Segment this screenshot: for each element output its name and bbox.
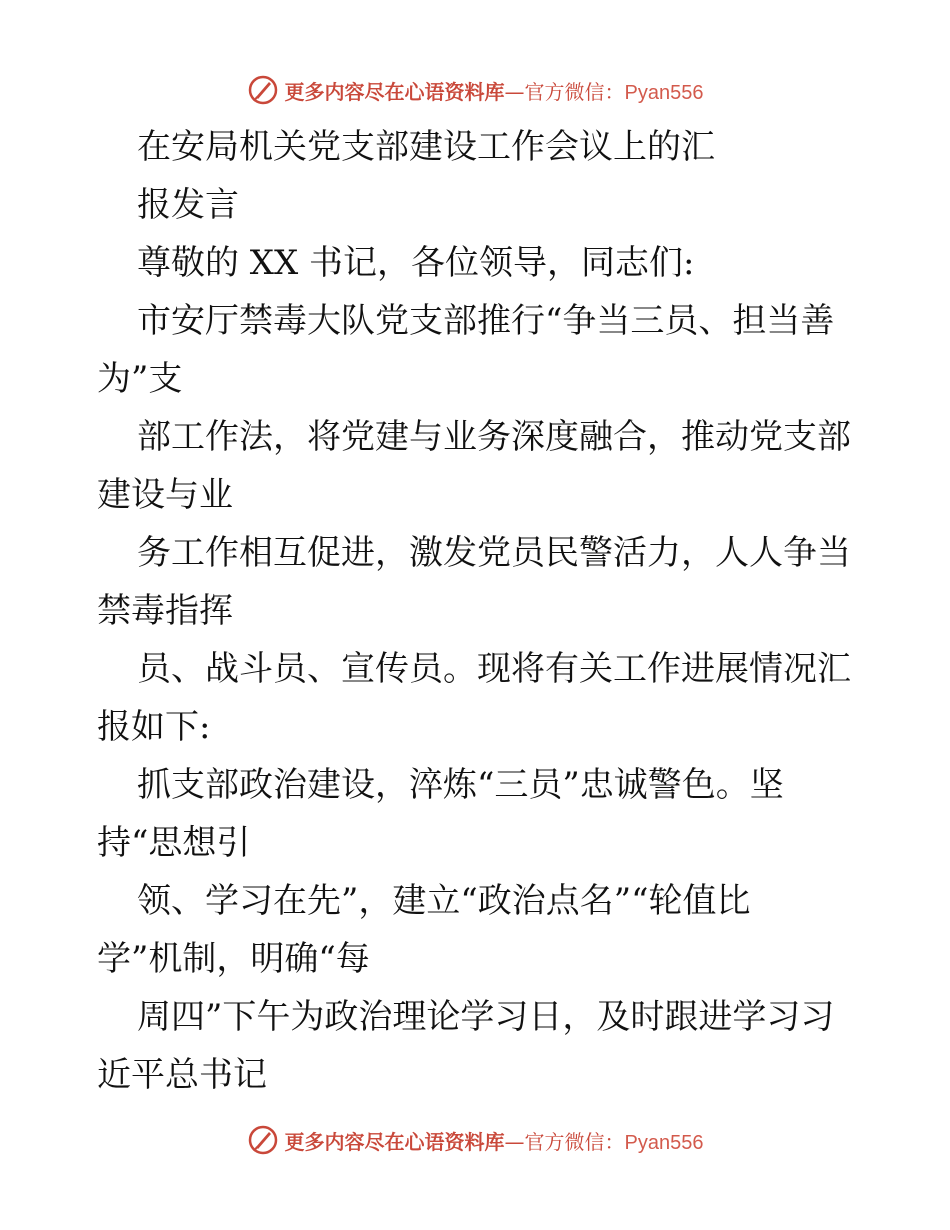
paragraph-line: 为”支: [97, 359, 183, 399]
quill-logo-icon: [247, 1124, 279, 1156]
title-line: 在安局机关党支部建设工作会议上的汇: [137, 127, 715, 167]
document-body: [97, 118, 897, 1104]
paragraph-line: 报如下:: [97, 707, 211, 747]
quill-logo-icon: [247, 74, 279, 106]
watermark-text: 更多内容尽在心语资料库—官方微信：Pyan556: [284, 1129, 704, 1154]
paragraph-line: 部工作法，将党建与业务深度融合，推动党支部: [137, 417, 851, 457]
paragraph-line: 持“思想引: [97, 823, 251, 863]
watermark-text: 更多内容尽在心语资料库—官方微信：Pyan556: [284, 79, 704, 104]
paragraph-line: 领、学习在先”，建立“政治点名”“轮值比: [137, 881, 751, 921]
salutation: 尊敬的 XX 书记，各位领导，同志们:: [137, 243, 695, 283]
footer-watermark: [0, 1120, 950, 1160]
paragraph-line: 学”机制，明确“每: [97, 939, 370, 979]
paragraph-line: 抓支部政治建设，淬炼“三员”忠诚警色。坚: [137, 765, 784, 805]
paragraph-line: 禁毒指挥: [97, 591, 233, 631]
paragraph-line: 市安厅禁毒大队党支部推行“争当三员、担当善: [137, 301, 835, 341]
header-watermark: [0, 70, 950, 110]
paragraph-line: 近平总书记: [97, 1055, 267, 1095]
paragraph-line: 员、战斗员、宣传员。现将有关工作进展情况汇: [137, 649, 851, 689]
paragraph-line: 建设与业: [97, 475, 233, 515]
paragraph-line: 周四”下午为政治理论学习日，及时跟进学习习: [137, 997, 835, 1037]
paragraph-line: 务工作相互促进，激发党员民警活力，人人争当: [137, 533, 851, 573]
title-line: 报发言: [137, 185, 239, 225]
